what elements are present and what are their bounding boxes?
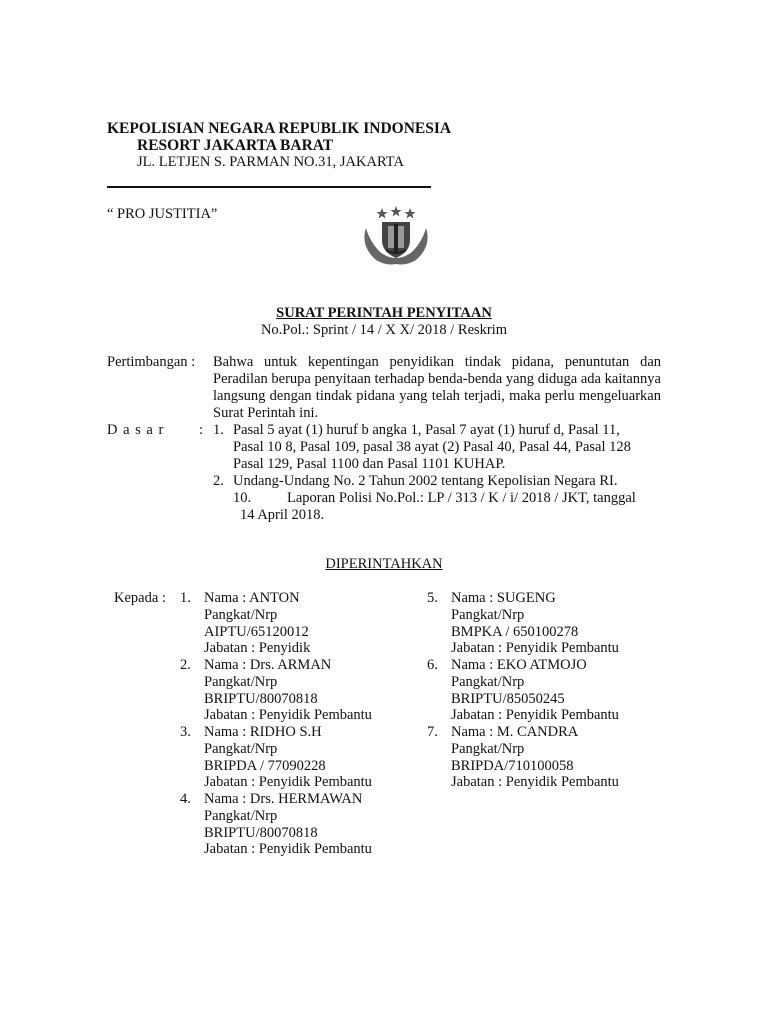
pro-justitia: “ PRO JUSTITIA” (107, 206, 218, 222)
dasar-item-number: 1. (213, 422, 224, 438)
dasar-item-2 (213, 473, 224, 490)
dasar-item-number: 10. (233, 490, 252, 506)
person-rank-label: Pangkat/Nrp (451, 673, 525, 690)
person-number: 3. (180, 724, 191, 740)
pertimbangan-label: Pertimbangan : (107, 354, 196, 370)
dasar-item-line: Pasal 10 8, Pasal 109, pasal 38 ayat (2) Pasal 40, Pasal 44, Pasal 128 (233, 439, 631, 455)
person-rank-nrp: BRIPTU/80070818 (204, 690, 318, 707)
person-rank-label: Pangkat/Nrp (451, 740, 525, 757)
person-position: Jabatan : Penyidik Pembantu (451, 707, 619, 724)
dasar-item-line: Pasal 5 ayat (1) huruf b angka 1, Pasal 7 ayat (1) huruf d, Pasal 11, (233, 422, 620, 438)
header-institution: KEPOLISIAN NEGARA REPUBLIK INDONESIA (107, 120, 452, 137)
header-address: JL. LETJEN S. PARMAN NO.31, JAKARTA (137, 154, 404, 170)
dasar-item-2-text (233, 473, 618, 490)
dasar-item-number: 2. (213, 473, 224, 489)
diperintahkan-heading: DIPERINTAHKAN (325, 556, 443, 572)
person-rank-label: Pangkat/Nrp (204, 740, 278, 757)
person-position: Jabatan : Penyidik Pembantu (451, 774, 619, 791)
dasar-item-3 (233, 490, 251, 507)
police-emblem-icon (356, 206, 436, 268)
dasar-item-3-line-2: 14 April 2018. (240, 507, 325, 523)
person-rank-label: Pangkat/Nrp (451, 606, 525, 623)
header-divider (107, 186, 431, 188)
dasar-item-line: Undang-Undang No. 2 Tahun 2002 tentang Kepolisian Negara RI. (233, 473, 618, 489)
person-name: Nama : EKO ATMOJO (451, 657, 587, 673)
kepada-label: Kepada : (114, 590, 166, 606)
person-number: 5. (427, 590, 438, 606)
person-rank-label: Pangkat/Nrp (204, 606, 278, 623)
person-position: Jabatan : Penyidik Pembantu (204, 707, 372, 724)
dasar-item-1 (213, 422, 224, 439)
document-title: SURAT PERINTAH PENYITAAN (276, 305, 492, 321)
person-name: Nama : M. CANDRA (451, 724, 579, 740)
dasar-label: D a s a r (107, 422, 165, 438)
person-position: Jabatan : Penyidik Pembantu (451, 640, 619, 657)
dasar-item-3-line-1: Laporan Polisi No.Pol.: LP / 313 / K / i/ 2018 / JKT, tanggal (287, 490, 636, 506)
person-position: Jabatan : Penyidik (204, 640, 311, 657)
dasar-item-1-text (233, 422, 631, 473)
document-number: No.Pol.: Sprint / 14 / X X/ 2018 / Reskrim (260, 322, 508, 338)
person-rank-nrp: BRIPTU/85050245 (451, 690, 565, 707)
person-position: Jabatan : Penyidik Pembantu (204, 774, 372, 791)
person-name: Nama : SUGENG (451, 590, 556, 606)
person-rank-nrp: AIPTU/65120012 (204, 623, 309, 640)
person-rank-nrp: BRIPDA/710100058 (451, 757, 574, 774)
dasar-colon: : (199, 422, 204, 438)
dasar-item-line: Pasal 129, Pasal 1100 dan Pasal 1101 KUHAP. (233, 456, 506, 472)
person-number: 6. (427, 657, 438, 673)
person-rank-nrp: BMPKA / 650100278 (451, 623, 579, 640)
person-number: 7. (427, 724, 438, 740)
person-name: Nama : ANTON (204, 590, 300, 606)
person-name: Nama : RIDHO S.H (204, 724, 322, 740)
person-name: Nama : Drs. HERMAWAN (204, 791, 363, 807)
person-position: Jabatan : Penyidik Pembantu (204, 841, 372, 858)
person-number: 2. (180, 657, 191, 673)
person-number: 4. (180, 791, 191, 807)
person-rank-label: Pangkat/Nrp (204, 673, 278, 690)
person-rank-label: Pangkat/Nrp (204, 807, 278, 824)
header-resort: RESORT JAKARTA BARAT (137, 137, 334, 154)
person-number: 1. (180, 590, 191, 606)
person-rank-nrp: BRIPDA / 77090228 (204, 757, 326, 774)
pertimbangan-text: Bahwa untuk kepentingan penyidikan tindak pidana, penuntutan dan Peradilan berupa penyitaan terhadap benda-benda yang diduga ada kaitannya langsung dengan tindak pidana yang telah terjadi, maka perlu mengeluarkan Surat Perintah ini. (213, 354, 661, 421)
person-rank-nrp: BRIPTU/80070818 (204, 824, 318, 841)
person-name: Nama : Drs. ARMAN (204, 657, 332, 673)
